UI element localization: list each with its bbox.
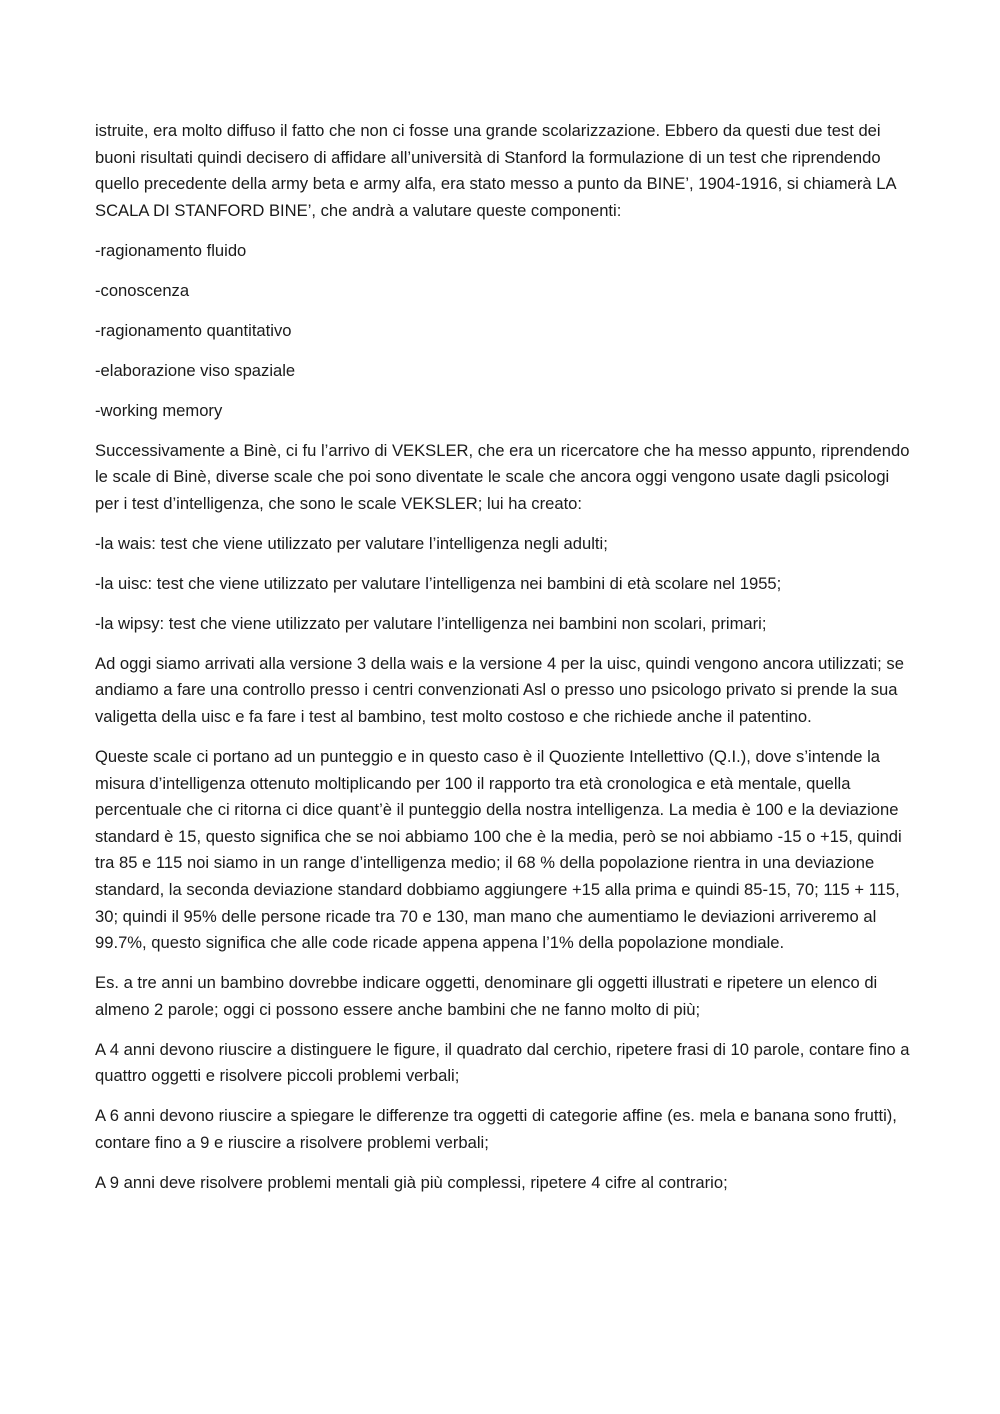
paragraph-veksler: Successivamente a Binè, ci fu l’arrivo di VEKSLER, che era un ricercatore che ha messo appunto, riprendendo le scale di Binè, diverse scale che poi sono diventate le scale che ancora oggi vengono usate dagli psicologi per i test d’intelligenza, che sono le scale VEKSLER; lui ha creato: [95, 440, 910, 513]
list-item-wais: -la wais: test che viene utilizzato per valutare l’intelligenza negli adulti; [95, 533, 608, 553]
list-item-working-memory: -working memory [95, 400, 223, 420]
paragraph-nine-years: A 9 anni deve risolvere problemi mentali già più complessi, ripetere 4 cifre al contrario; [95, 1172, 728, 1192]
list-item-ragionamento-quantitativo: -ragionamento quantitativo [95, 320, 292, 340]
list-item-uisc: -la uisc: test che viene utilizzato per valutare l’intelligenza nei bambini di età scolare nel 1955; [95, 573, 782, 593]
list-item-ragionamento-fluido: -ragionamento fluido [95, 240, 247, 260]
list-item-conoscenza: -conoscenza [95, 280, 190, 300]
list-item-elaborazione-viso-spaziale: -elaborazione viso spaziale [95, 360, 296, 380]
paragraph-four-years: A 4 anni devono riuscire a distinguere le figure, il quadrato dal cerchio, ripetere frasi di 10 parole, contare fino a quattro oggetti e risolvere piccoli problemi verbali; [95, 1039, 910, 1086]
paragraph-quoziente-intellettivo: Queste scale ci portano ad un punteggio e in questo caso è il Quoziente Intellettivo (Q.I.), dove s’intende la misura d’intelligenza ottenuto moltiplicando per 100 il rapporto tra età cronologica e età mentale, quella percentuale che ci ritorna ci dice quant’è il punteggio della nostra intelligenza. La media è 100 e la deviazione standard è 15, questo significa che se noi abbiamo 100 che è la media, però se noi abbiamo -15 o +15, quindi tra 85 e 115 noi siamo in un range d’intelligenza medio; il 68 % della popolazione rientra in una deviazione standard, la seconda deviazione standard dobbiamo aggiungere +15 alla prima e quindi 85-15, 70; 115 + 115, 30; quindi il 95% delle persone ricade tra 70 e 130, man mano che aumentiamo le deviazioni arriveremo al 99.7%, questo significa che alle code ricade appena appena l’1% della popolazione mondiale. [95, 746, 902, 953]
document-page [95, 118, 910, 1210]
list-item-wipsy: -la wipsy: test che viene utilizzato per valutare l’intelligenza nei bambini non scolari, primari; [95, 613, 767, 633]
paragraph-versions: Ad oggi siamo arrivati alla versione 3 della wais e la versione 4 per la uisc, quindi vengono ancora utilizzati; se andiamo a fare una controllo presso i centri convenzionati Asl o presso uno psicologo privato si prende la sua valigetta della uisc e fa fare i test al bambino, test molto costoso e che richiede anche il patentino. [95, 653, 904, 726]
paragraph-six-years: A 6 anni devono riuscire a spiegare le differenze tra oggetti di categorie affine (es. mela e banana sono frutti), contare fino a 9 e riuscire a risolvere problemi verbali; [95, 1106, 897, 1152]
paragraph-stanford-bine: istruite, era molto diffuso il fatto che non ci fosse una grande scolarizzazione. Ebbero da questi due test dei buoni risultati quindi decisero di affidare all’università di Stanford la formulazione di un test che riprendendo quello precedente della army beta e army alfa, era stato messo a punto da BINE’, 1904-1916, si chiamerà LA SCALA DI STANFORD BINE’, che andrà a valutare queste componenti: [95, 121, 896, 220]
paragraph-three-years: Es. a tre anni un bambino dovrebbe indicare oggetti, denominare gli oggetti illustrati e ripetere un elenco di almeno 2 parole; oggi ci possono essere anche bambini che ne fanno molto di più; [95, 973, 878, 1019]
